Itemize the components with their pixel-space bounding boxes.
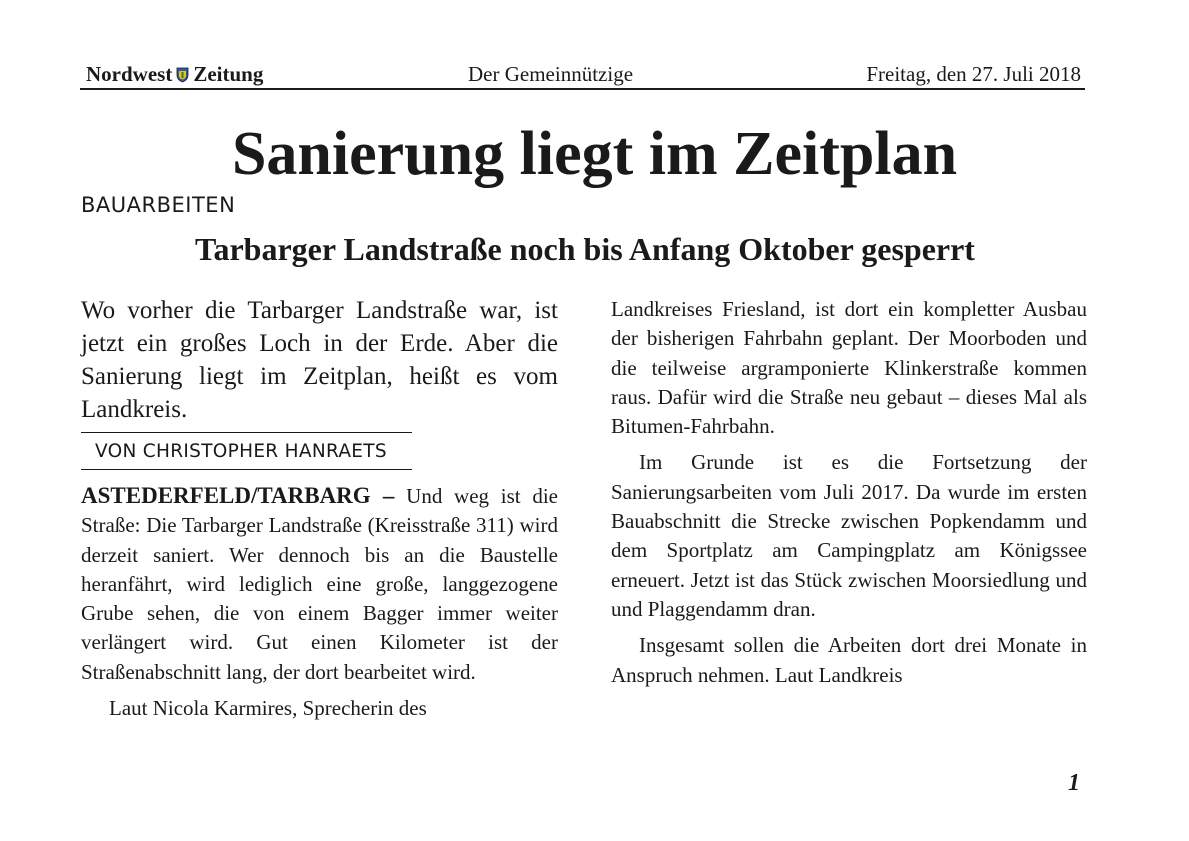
logo-text-left: Nordwest (86, 62, 173, 86)
article-kicker: BAUARBEITEN (81, 193, 236, 217)
coat-of-arms-icon (176, 67, 189, 83)
newspaper-logo (86, 62, 263, 87)
article-paragraph-4: Insgesamt sollen die Arbeiten dort drei Monate in Anspruch nehmen. Laut Landkreis (611, 633, 1087, 687)
article-paragraph-3: Im Grunde ist es die Fortsetzung der Sanierungsarbeiten vom Juli 2017. Da wurde im ersten Bauabschnitt die Strecke zwischen Popkendamm und dem Sportplatz am Campingplatz am Königssee erneuert. Jetzt ist das Stück zwischen Moorsiedlung und und Plaggendamm dran. (611, 450, 1087, 621)
article-subheadline: Tarbarger Landstraße noch bis Anfang Oktober gesperrt (195, 231, 975, 267)
article-teaser: Wo vorher die Tarbarger Landstraße war, ist jetzt ein großes Loch in der Erde. Aber die Sanierung liegt im Zeitplan, heißt es vom Landkreis. (81, 297, 558, 423)
article-column-right (611, 295, 1087, 690)
article-paragraph-2-end: Landkreises Friesland, ist dort ein kompletter Ausbau der bisherigen Fahrbahn geplant. Der Moorboden und die teilweise argramponierte Klinkerstraße kommen raus. Dafür wird die Straße neu gebaut – dieses Mal als Bitumen-Fahrbahn. (611, 297, 1087, 439)
article-paragraph-2-start: Laut Nicola Karmires, Sprecherin des (109, 696, 427, 721)
byline-rule-bottom (81, 469, 412, 470)
byline-rule-top (81, 432, 412, 433)
page-number: 1 (1068, 770, 1080, 796)
paragraph-1-text: Und weg ist die Straße: Die Tarbarger Landstraße (Kreisstraße 311) wird derzeit saniert. Wer dennoch bis an die Baustelle heranfährt, wird lediglich eine große, langgezogene Grube sehen, die von einem Bagger immer weiter verlängert wird. Gut einen Kilometer ist der Straßenabschnitt lang, der dort bearbeitet wird. (81, 484, 558, 684)
article-paragraph-1 (81, 481, 558, 687)
article-byline: VON CHRISTOPHER HANRAETS (95, 441, 387, 462)
section-title: Der Gemeinnützige (468, 62, 634, 86)
newspaper-header (80, 58, 1085, 90)
issue-date: Freitag, den 27. Juli 2018 (866, 62, 1081, 86)
article-dateline: ASTEDERFELD/TARBARG – (81, 483, 395, 508)
article-column-left (81, 481, 558, 723)
logo-text-right: Zeitung (193, 62, 264, 86)
article-headline: Sanierung liegt im Zeitplan (231, 120, 958, 188)
